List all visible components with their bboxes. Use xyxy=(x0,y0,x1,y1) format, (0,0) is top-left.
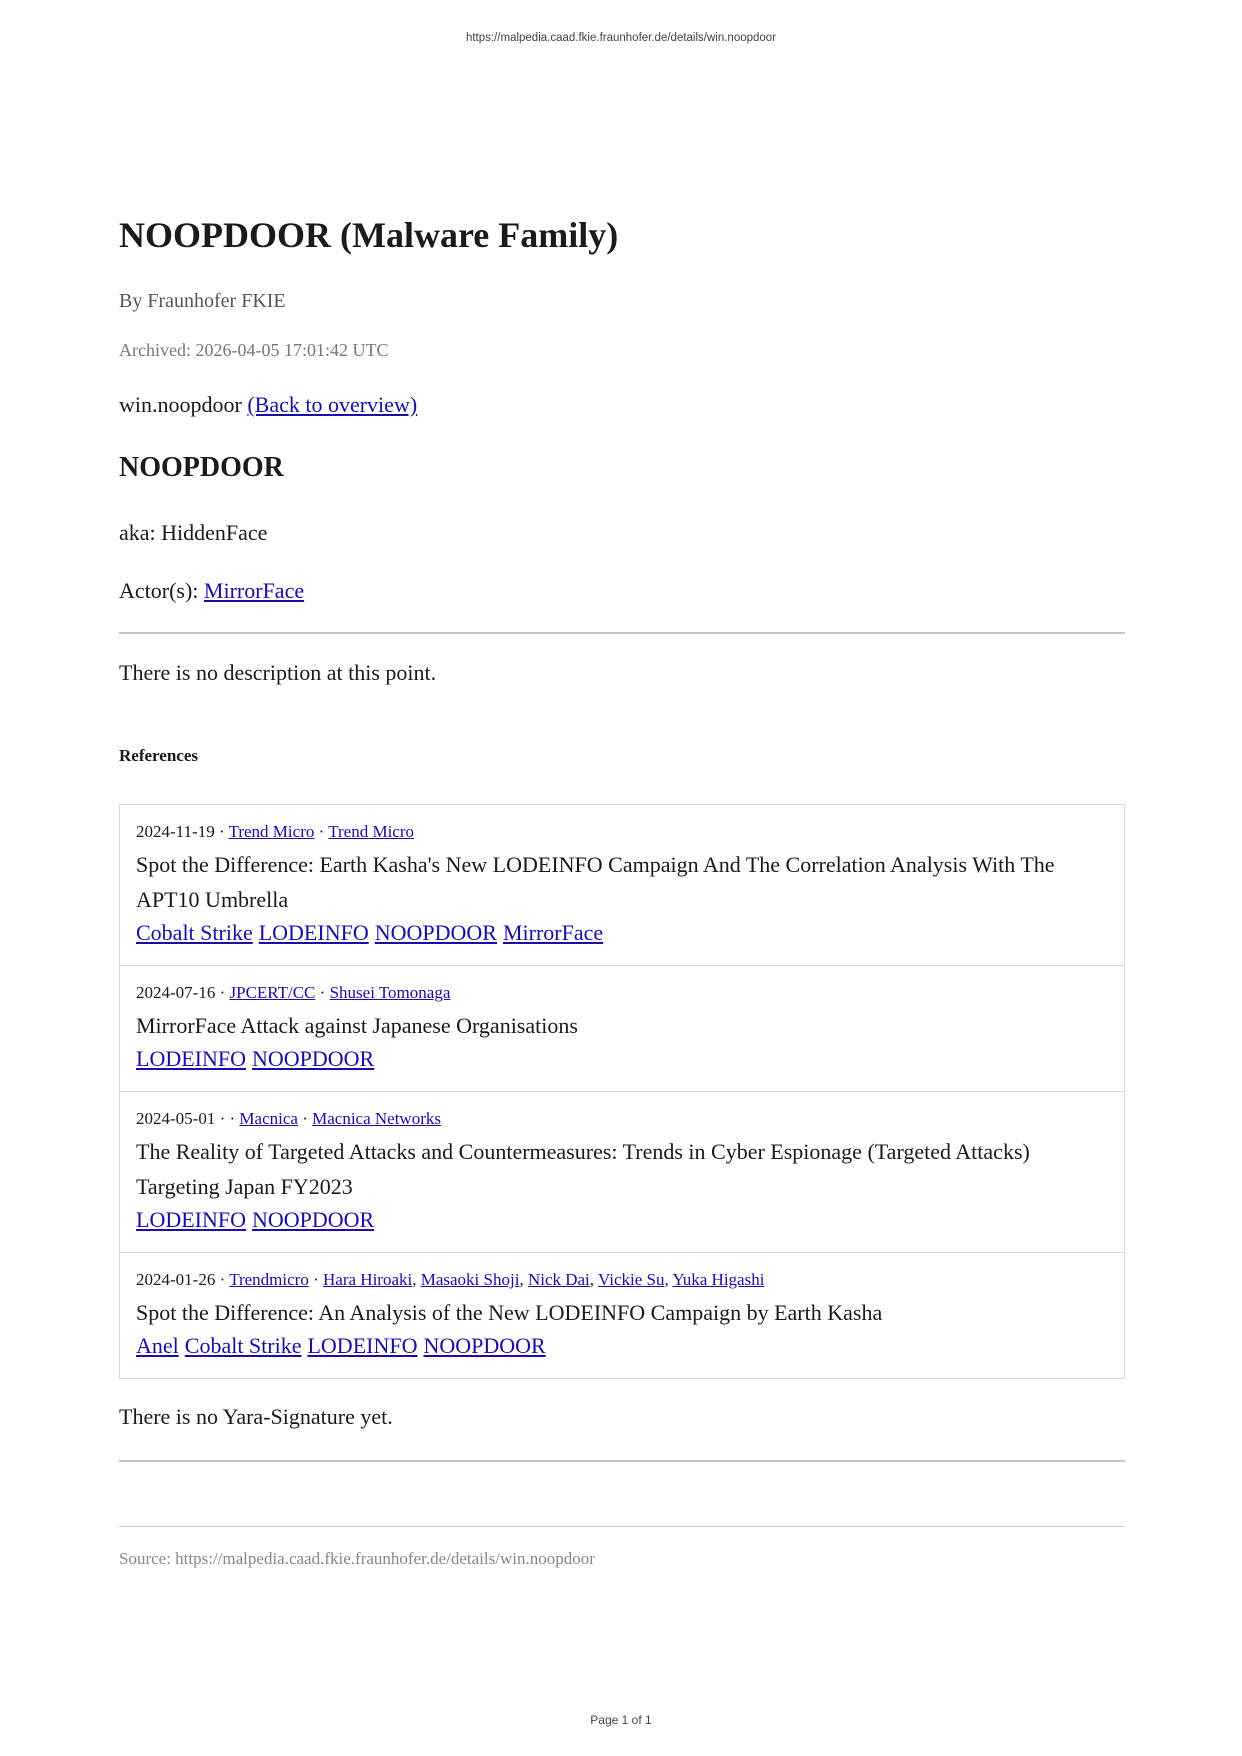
divider xyxy=(119,632,1125,634)
reference-org-link[interactable]: Trendmicro xyxy=(229,1270,309,1289)
actors-line xyxy=(119,578,304,604)
reference-author-link[interactable]: Yuka Higashi xyxy=(672,1270,765,1289)
source-line: Source: https://malpedia.caad.fkie.fraunhofer.de/details/win.noopdoor xyxy=(119,1549,595,1568)
family-name-heading: NOOPDOOR xyxy=(119,452,284,483)
reference-tags xyxy=(136,1043,1108,1075)
reference-org-link[interactable]: Macnica xyxy=(239,1109,298,1128)
aka-line: aka: HiddenFace xyxy=(119,520,268,545)
reference-author-link[interactable]: Shusei Tomonaga xyxy=(329,983,451,1002)
reference-tags xyxy=(136,1204,1108,1236)
reference-tag-link[interactable]: NOOPDOOR xyxy=(252,1207,375,1232)
reference-date: 2024-07-16 xyxy=(136,983,216,1002)
reference-title: Spot the Difference: Earth Kasha's New LODEINFO Campaign And The Correlation Analysis With The APT10 Umbrella xyxy=(136,852,1055,912)
actors-label: Actor(s): xyxy=(119,578,204,603)
reference-date: 2024-05-01 · xyxy=(136,1109,230,1128)
reference-meta: 2024-07-16 · JPCERT/CC · Shusei Tomonaga xyxy=(136,983,451,1002)
page-footer: Page 1 of 1 xyxy=(590,1713,652,1727)
reference-org-link[interactable]: JPCERT/CC xyxy=(229,983,316,1002)
reference-author-link[interactable]: Masaoki Shoji xyxy=(420,1270,520,1289)
identifier-line xyxy=(119,392,417,418)
reference-author-link[interactable]: Vickie Su xyxy=(597,1270,665,1289)
yara-status: There is no Yara-Signature yet. xyxy=(119,1404,393,1429)
reference-tag-link[interactable]: LODEINFO xyxy=(307,1333,418,1358)
reference-author-link[interactable]: Hara Hiroaki xyxy=(323,1270,413,1289)
reference-tag-link[interactable]: Cobalt Strike xyxy=(136,920,253,945)
actor-link[interactable]: MirrorFace xyxy=(203,578,305,603)
reference-tag-link[interactable]: LODEINFO xyxy=(136,1046,246,1071)
page-url-header: https://malpedia.caad.fkie.fraunhofer.de/details/win.noopdoor xyxy=(465,32,777,44)
reference-tags xyxy=(136,917,1108,949)
description: There is no description at this point. xyxy=(119,660,437,685)
reference-tag-link[interactable]: NOOPDOOR xyxy=(423,1333,546,1358)
reference-tag-link[interactable]: Anel xyxy=(136,1333,179,1358)
reference-item xyxy=(120,1252,1124,1378)
family-identifier: win.noopdoor xyxy=(119,392,242,417)
reference-tags xyxy=(136,1330,1108,1362)
reference-tag-link[interactable]: LODEINFO xyxy=(136,1207,246,1232)
reference-org-link[interactable]: Trend Micro xyxy=(228,822,315,841)
reference-author-link[interactable]: Nick Dai xyxy=(527,1270,590,1289)
references-heading: References xyxy=(119,746,198,765)
reference-meta: 2024-05-01 · · Macnica · Macnica Networks xyxy=(136,1109,441,1128)
reference-item xyxy=(120,805,1124,965)
reference-tag-link[interactable]: NOOPDOOR xyxy=(252,1046,375,1071)
reference-author-link[interactable]: Macnica Networks xyxy=(312,1109,441,1128)
reference-title: The Reality of Targeted Attacks and Countermeasures: Trends in Cyber Espionage (Targeted Attacks) Targeting Japan FY2023 xyxy=(136,1139,1030,1199)
byline: By Fraunhofer FKIE xyxy=(119,290,286,312)
reference-date: 2024-11-19 xyxy=(136,822,215,841)
reference-meta: 2024-11-19 · Trend Micro · Trend Micro xyxy=(136,822,415,841)
reference-item xyxy=(120,965,1124,1091)
references-list xyxy=(119,804,1125,1379)
reference-title: MirrorFace Attack against Japanese Organisations xyxy=(136,1013,578,1038)
archived-timestamp: Archived: 2026-04-05 17:01:42 UTC xyxy=(119,340,389,360)
divider xyxy=(119,1460,1125,1462)
reference-title: Spot the Difference: An Analysis of the New LODEINFO Campaign by Earth Kasha xyxy=(136,1300,883,1325)
reference-tag-link[interactable]: Cobalt Strike xyxy=(184,1333,302,1358)
reference-author-link[interactable]: Trend Micro xyxy=(328,822,415,841)
divider xyxy=(119,1526,1125,1527)
reference-tag-link[interactable]: MirrorFace xyxy=(502,920,604,945)
reference-tag-link[interactable]: LODEINFO xyxy=(258,920,369,945)
reference-tag-link[interactable]: NOOPDOOR xyxy=(374,920,497,945)
page-title: NOOPDOOR (Malware Family) xyxy=(119,215,619,255)
reference-item xyxy=(120,1091,1124,1252)
reference-date: 2024-01-26 xyxy=(136,1270,216,1289)
back-to-overview-link[interactable]: (Back to overview) xyxy=(247,392,418,417)
reference-meta: 2024-01-26 · Trendmicro · Hara Hiroaki, Masaoki Shoji, Nick Dai, Vickie Su, Yuka Higashi xyxy=(136,1270,765,1289)
